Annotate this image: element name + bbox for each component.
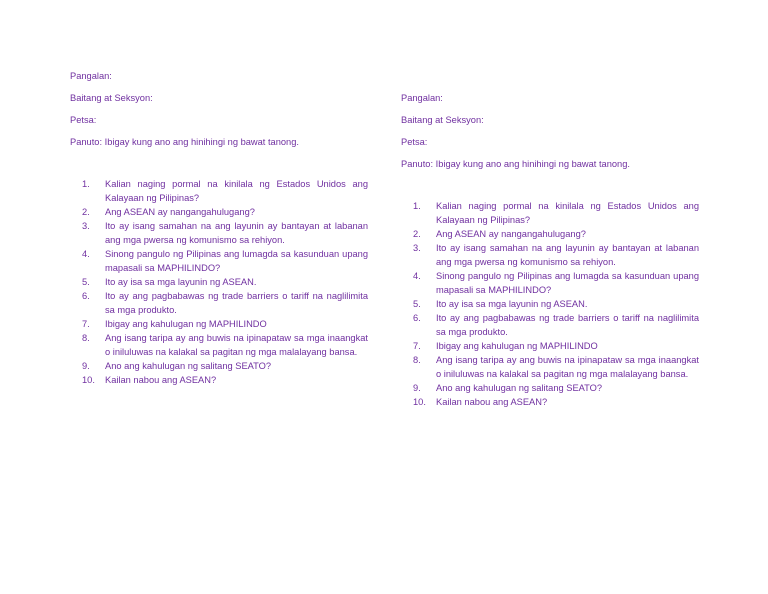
grade-section-field-label: Baitang at Seksyon: [401,115,484,125]
name-field-label: Pangalan: [401,93,443,103]
question-item [70,247,368,275]
question-item [70,289,368,317]
question-number: 7. [413,341,421,351]
question-text: Ito ay isa sa mga layunin ng ASEAN. [436,299,588,309]
question-item [401,395,699,409]
question-number: 5. [82,277,90,287]
date-field-label: Petsa: [401,137,428,147]
question-text: Kailan nabou ang ASEAN? [105,375,217,385]
question-text: Ang ASEAN ay nangangahulugang? [436,229,586,239]
question-item [401,227,699,241]
question-text: Ito ay isa sa mga layunin ng ASEAN. [105,277,257,287]
question-text: Ibigay ang kahulugan ng MAPHILINDO [436,341,598,351]
question-number: 3. [413,243,421,253]
instructions: Panuto: Ibigay kung ano ang hinihingi ng bawat tanong. [401,159,630,169]
question-text: Ano ang kahulugan ng salitang SEATO? [105,361,272,371]
grade-section-field-label: Baitang at Seksyon: [70,93,153,103]
question-number: 10. [413,397,426,407]
question-item [70,205,368,219]
question-number: 8. [82,333,90,343]
question-text: Sinong pangulo ng Pilipinas ang lumagda sa kasunduan upang mapasali sa MAPHILINDO? [436,271,699,295]
question-list [401,199,699,409]
question-item [70,219,368,247]
question-number: 6. [413,313,421,323]
instructions: Panuto: Ibigay kung ano ang hinihingi ng bawat tanong. [70,137,299,147]
question-text: Ibigay ang kahulugan ng MAPHILINDO [105,319,267,329]
question-item [70,331,368,359]
question-text: Ito ay isang samahan na ang layunin ay bantayan at labanan ang mga pwersa ng komunismo sa rehiyon. [436,243,699,267]
question-item [70,275,368,289]
question-number: 8. [413,355,421,365]
question-item [70,177,368,205]
question-item [401,241,699,269]
question-item [401,339,699,353]
question-text: Ang ASEAN ay nangangahulugang? [105,207,255,217]
question-text: Ito ay ang pagbabawas ng trade barriers o tariff na naglilimita sa mga produkto. [436,313,699,337]
question-text: Kalian naging pormal na kinilala ng Estados Unidos ang Kalayaan ng Pilipinas? [105,179,368,203]
question-item [70,317,368,331]
question-item [401,381,699,395]
question-text: Kalian naging pormal na kinilala ng Estados Unidos ang Kalayaan ng Pilipinas? [436,201,699,225]
question-text: Ano ang kahulugan ng salitang SEATO? [436,383,603,393]
question-text: Ang isang taripa ay ang buwis na ipinapataw sa mga inaangkat o iniluluwas na kalakal sa pagitan ng mga malalayang bansa. [105,333,368,357]
question-text: Ito ay isang samahan na ang layunin ay bantayan at labanan ang mga pwersa ng komunismo sa rehiyon. [105,221,368,245]
name-field-label: Pangalan: [70,71,112,81]
question-item [401,269,699,297]
date-field-label: Petsa: [70,115,97,125]
question-number: 2. [413,229,421,239]
question-number: 4. [413,271,421,281]
question-item [401,297,699,311]
question-number: 3. [82,221,90,231]
question-item [401,353,699,381]
question-number: 7. [82,319,90,329]
question-item [70,359,368,373]
question-number: 2. [82,207,90,217]
question-list [70,177,368,387]
question-number: 5. [413,299,421,309]
worksheet-right [401,92,699,409]
question-text: Ang isang taripa ay ang buwis na ipinapataw sa mga inaangkat o iniluluwas na kalakal sa pagitan ng mga malalayang bansa. [436,355,699,379]
question-text: Ito ay ang pagbabawas ng trade barriers o tariff na naglilimita sa mga produkto. [105,291,368,315]
question-number: 10. [82,375,95,385]
question-number: 4. [82,249,90,259]
question-number: 1. [82,179,90,189]
question-number: 9. [413,383,421,393]
question-item [401,199,699,227]
question-text: Sinong pangulo ng Pilipinas ang lumagda sa kasunduan upang mapasali sa MAPHILINDO? [105,249,368,273]
question-text: Kailan nabou ang ASEAN? [436,397,548,407]
question-number: 6. [82,291,90,301]
question-number: 1. [413,201,421,211]
worksheet-left [70,70,368,387]
question-item [70,373,368,387]
question-item [401,311,699,339]
question-number: 9. [82,361,90,371]
